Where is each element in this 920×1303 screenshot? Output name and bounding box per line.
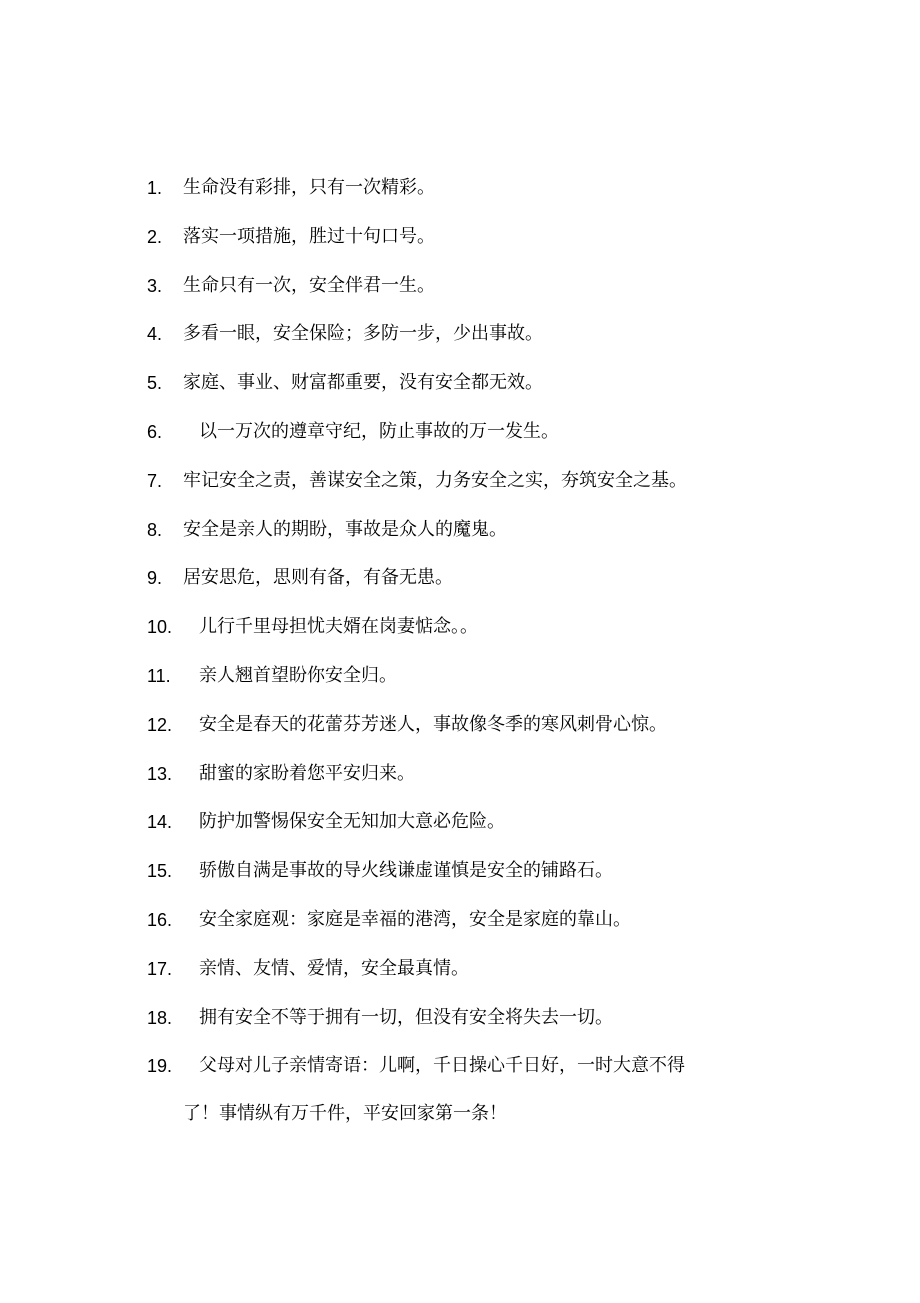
item-text: 安全家庭观：家庭是幸福的港湾，安全是家庭的靠山。: [199, 908, 631, 930]
item-text: 家庭、事业、财富都重要，没有安全都无效。: [183, 372, 543, 394]
item-number: 9.: [147, 568, 163, 589]
list-item: [147, 222, 787, 252]
item-text: 居安思危，思则有备，有备无患。: [183, 567, 453, 589]
item-number: 17.: [147, 958, 173, 979]
item-text: 拥有安全不等于拥有一切，但没有安全将失去一切。: [199, 1006, 613, 1028]
list-item: [147, 710, 787, 740]
slogan-list: [147, 173, 787, 1148]
list-item: [147, 905, 787, 935]
item-number: 15.: [147, 861, 173, 882]
item-number: 12.: [147, 714, 173, 735]
item-number: 10.: [147, 617, 173, 638]
item-text: 生命没有彩排，只有一次精彩。: [183, 177, 435, 198]
list-item: [147, 1051, 787, 1129]
list-item: [147, 563, 787, 593]
item-number: 13.: [147, 763, 173, 784]
item-text: 牢记安全之责，善谋安全之策，力务安全之实，夯筑安全之基。: [183, 469, 687, 491]
list-item: [147, 271, 787, 301]
item-number: 14.: [147, 812, 173, 833]
list-item: [147, 368, 787, 398]
item-text: 甜蜜的家盼着您平安归来。: [199, 762, 415, 784]
item-number: 3.: [147, 275, 163, 296]
item-text: 落实一项措施，胜过十句口号。: [183, 225, 435, 247]
list-item: [147, 954, 787, 984]
item-text: 防护加警惕保安全无知加大意必危险。: [199, 811, 505, 833]
item-number: 7.: [147, 470, 163, 491]
item-number: 5.: [147, 373, 163, 394]
list-item: [147, 661, 787, 691]
item-number: 6.: [147, 421, 163, 442]
item-number: 19.: [147, 1056, 173, 1077]
item-text: 亲情、友情、爱情，安全最真情。: [199, 957, 469, 979]
item-number: 1.: [147, 178, 163, 198]
item-number: 11.: [147, 665, 171, 686]
item-number: 8.: [147, 519, 163, 540]
list-item: [147, 807, 787, 837]
list-item: [147, 759, 787, 789]
list-item: [147, 466, 787, 496]
item-text-continuation: 了！事情纵有万千件，平安回家第一条！: [183, 1103, 507, 1125]
item-text: 安全是亲人的期盼，事故是众人的魔鬼。: [183, 518, 507, 540]
item-number: 4.: [147, 324, 163, 345]
list-item: [147, 417, 787, 447]
list-item: [147, 612, 787, 642]
item-text: 亲人翘首望盼你安全归。: [199, 664, 397, 686]
item-first-line: [147, 1051, 685, 1081]
item-text: 骄傲自满是事故的导火线谦虚谨慎是安全的铺路石。: [199, 860, 613, 882]
item-number: 2.: [147, 226, 163, 247]
item-number: 18.: [147, 1007, 173, 1028]
list-item: [147, 173, 787, 203]
item-number: 16.: [147, 909, 173, 930]
list-item: [147, 319, 787, 349]
list-item: [147, 856, 787, 886]
list-item: [147, 1003, 787, 1033]
item-text: 多看一眼，安全保险；多防一步，少出事故。: [183, 323, 543, 345]
list-item: [147, 515, 787, 545]
item-text: 安全是春天的花蕾芬芳迷人，事故像冬季的寒风刺骨心惊。: [199, 713, 667, 735]
item-text: 父母对儿子亲情寄语：儿啊，千日操心千日好，一时大意不得: [199, 1055, 685, 1077]
item-text: 以一万次的遵章守纪，防止事故的万一发生。: [199, 420, 559, 442]
item-text: 生命只有一次，安全伴君一生。: [183, 274, 435, 296]
item-text: 儿行千里母担忧夫婿在岗妻惦念。。: [199, 616, 478, 638]
